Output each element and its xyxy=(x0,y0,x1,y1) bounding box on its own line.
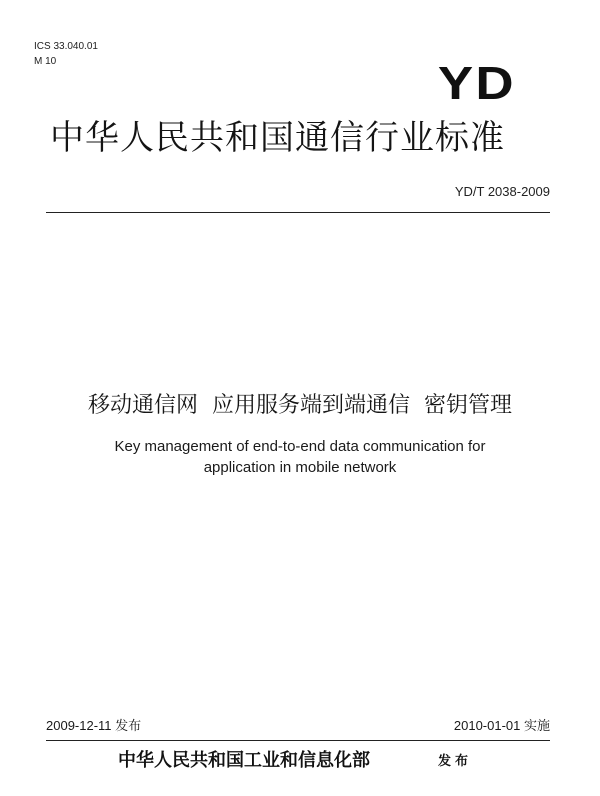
publish-label: 发布 xyxy=(438,754,473,769)
ics-code: ICS 33.040.01 xyxy=(34,41,98,52)
issue-date: 2009-12-11 发布 xyxy=(46,718,142,733)
document-title-english xyxy=(0,436,600,478)
yd-logo: YD xyxy=(437,57,516,109)
publisher-name: 中华人民共和国工业和信息化部 xyxy=(118,750,370,771)
document-title-chinese: 移动通信网 应用服务端到端通信 密钥管理 xyxy=(88,393,512,418)
bottom-divider xyxy=(46,740,550,741)
standard-number: YD/T 2038-2009 xyxy=(454,184,550,199)
top-divider xyxy=(46,212,550,213)
english-title-line-1: Key management of end-to-end data communication for xyxy=(114,438,486,455)
classification-code: M 10 xyxy=(34,56,57,67)
english-title-line-2: application in mobile network xyxy=(203,459,397,476)
standard-title: 中华人民共和国通信行业标准 xyxy=(50,118,505,158)
implementation-date: 2010-01-01 实施 xyxy=(453,718,550,733)
